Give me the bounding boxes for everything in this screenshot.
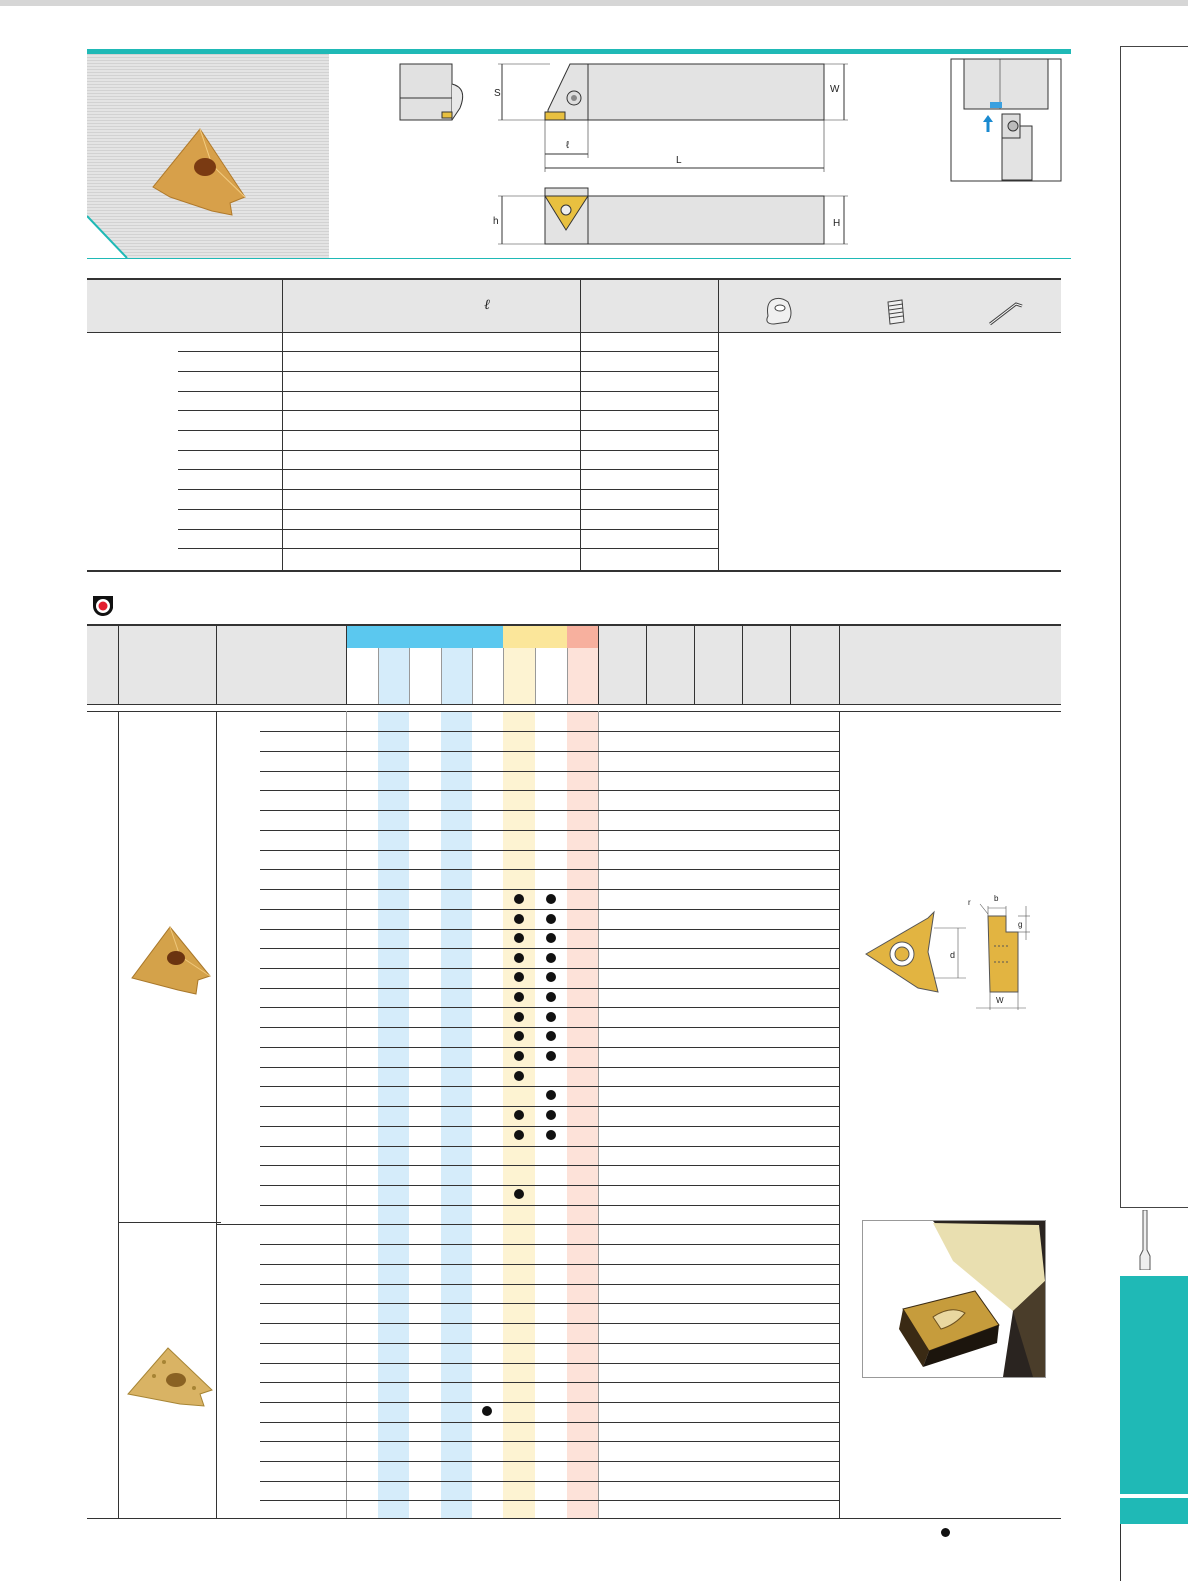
dim-label-w: W — [830, 84, 840, 95]
availability-dot — [546, 992, 556, 1002]
grade-header-blue — [347, 626, 503, 648]
dim-label-l: L — [676, 155, 682, 166]
availability-dot — [546, 1031, 556, 1041]
screw-icon — [880, 296, 910, 328]
holder-table-bottom-rule — [87, 570, 1061, 572]
side-tab-lower — [1120, 1498, 1188, 1524]
dim-label-s: S — [494, 88, 501, 99]
availability-dot — [514, 1071, 524, 1081]
availability-dot — [546, 914, 556, 924]
clamp-icon — [762, 294, 798, 328]
availability-dot — [546, 972, 556, 982]
holder-table-header — [87, 280, 1061, 332]
legend-dot-icon — [941, 1528, 950, 1537]
header-bottom-rule — [87, 258, 1071, 259]
availability-dot — [514, 1012, 524, 1022]
grade-header-yellow — [503, 626, 567, 648]
availability-dot — [514, 1051, 524, 1061]
insert-dim-d: d — [950, 950, 956, 960]
top-bar — [0, 0, 1188, 6]
dim-label-h: h — [493, 216, 499, 227]
holder-header-ell: ℓ — [484, 298, 490, 313]
insert-dim-g: g — [1018, 920, 1023, 929]
insert-table-bottom-rule — [87, 1518, 1061, 1519]
insert-symbol-icon — [91, 594, 115, 618]
grade-header-red — [567, 626, 598, 648]
holder-orientation-drawing — [950, 58, 1062, 182]
chip-formation-photo — [862, 1220, 1046, 1378]
insert-dim-w: W — [996, 996, 1004, 1005]
availability-dot — [514, 1189, 524, 1199]
wrench-icon — [986, 300, 1026, 328]
availability-dot — [514, 953, 524, 963]
availability-dot — [546, 894, 556, 904]
availability-dot — [514, 914, 524, 924]
availability-dot — [546, 1130, 556, 1140]
top-view-drawing — [490, 58, 860, 258]
availability-dot — [482, 1406, 492, 1416]
insert-image-2 — [124, 1346, 214, 1410]
dim-label-l-small: ℓ — [566, 140, 570, 151]
side-tab-active[interactable] — [1120, 1276, 1188, 1494]
end-view-drawing — [398, 62, 468, 124]
side-frame — [1120, 46, 1188, 1208]
availability-dot — [514, 1130, 524, 1140]
availability-dot — [546, 1051, 556, 1061]
insert-dimension-drawing — [858, 892, 1038, 1018]
availability-dot — [546, 933, 556, 943]
insert-image-1 — [128, 924, 212, 998]
availability-dot — [514, 894, 524, 904]
availability-dot — [546, 1090, 556, 1100]
insert-dim-r: r — [968, 898, 971, 907]
insert-photo-icon — [150, 125, 250, 220]
insert-dim-b: b — [994, 894, 999, 903]
availability-dot — [546, 1110, 556, 1120]
dim-label-hh: H — [833, 218, 841, 229]
availability-dot — [546, 953, 556, 963]
availability-dot — [546, 1012, 556, 1022]
availability-dot — [514, 1110, 524, 1120]
side-tool-icon — [1137, 1210, 1153, 1270]
